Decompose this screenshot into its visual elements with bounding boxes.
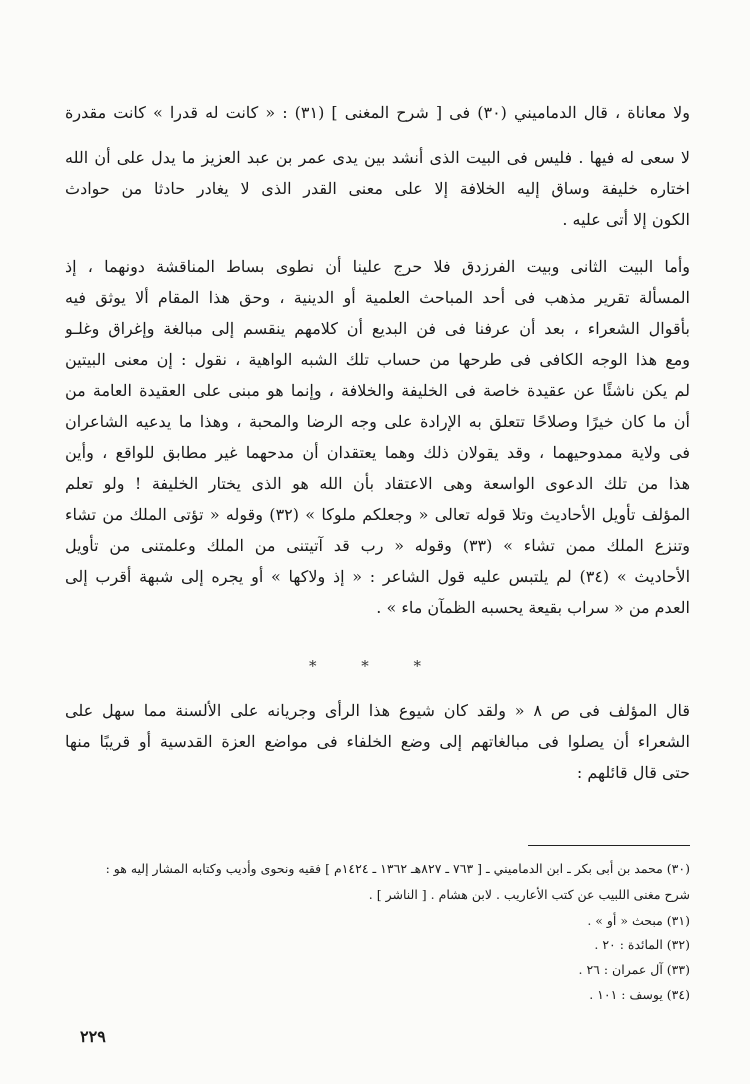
text-line: أن ما كان خيرًا وصلاحًا تتعلق به الإرادة على وجه الرضا والمحبة ، وهذا ما يدعيه الشاعران — [65, 412, 690, 431]
text-line: اختاره خليفة وساق إليه الخلافة إلا على معنى القدر الذى لا يغادر حادثا من حوادث — [65, 179, 690, 198]
text-line: العدم من « سراب بقيعة يحسبه الظمآن ماء » . — [376, 598, 690, 617]
text-line: وتنزع الملك ممن تشاء » (٣٣) وقوله « رب قد آتيتنى من الملك وعلمتنى من تأويل — [65, 536, 690, 555]
text-line: المؤلف تأويل الأحاديث وتلا قوله تعالى « وجعلكم ملوكا » (٣٢) وقوله « تؤتى الملك من تشاء — [65, 505, 690, 524]
footnote: (٣٤) يوسف : ١٠١ . — [589, 987, 690, 1002]
text-line: الشعراء أن يصلوا فى مبالغاتهم إلى وضع الخلفاء فى مواضع العزة القدسية أو قريبًا منها — [65, 732, 690, 751]
footnote: شرح مغنى اللبيب عن كتب الأعاريب . لابن هشام . [ الناشر ] . — [368, 887, 690, 902]
text-line: بأقوال الشعراء ، بعد أن عرفنا فى فن البديع أن كلامهم ينقسم إلى مبالغة وإغراق وغلـو — [65, 319, 690, 338]
footnote: (٣٢) المائدة : ٢٠ . — [594, 937, 690, 952]
text-line: فى ولاية ممدوحيهما ، وقد يقولان ذلك وهما يعتقدان أن مدحهما غير مطابق للواقع ، وأين — [65, 443, 690, 462]
text-line: لا سعى له فيها . فليس فى البيت الذى أنشد بين يدى عمر بن عبد العزيز ما يدل على أن الله — [65, 148, 690, 167]
text-line: هذا من تلك الدعوى الواسعة وهى الاعتقاد بأن الله هو الذى يختار الخليفة ! ولو تعلم — [65, 474, 690, 493]
text-line: لم يكن ناشئًا عن عقيدة خاصة فى الخليفة والخلافة ، وإنما هو مبنى على العقيدة العامة من — [65, 381, 690, 400]
footnote: (٣٠) محمد بن أبى بكر ـ ابن الدماميني ـ [ ٧٦٣ ـ ٨٢٧هـ ١٣٦٢ ـ ١٤٢٤م ] فقيه ونحوى وأديب وكتابه المشار إليه هو : — [105, 861, 690, 876]
text-line: حتى قال قائلهم : — [576, 763, 690, 782]
page-number: ٢٢٩ — [80, 1027, 106, 1046]
text-line: الكون إلا أتى عليه . — [562, 210, 690, 229]
text-line: الأحاديث » (٣٤) لم يلتبس عليه قول الشاعر : « إذ ولاكها » أو يجره إلى شبهة أقرب إلى — [65, 567, 690, 586]
text-line: ومع هذا الوجه الكافى فى طرحها من حساب تلك الشبه الواهية ، نقول : إن معنى البيتين — [65, 350, 690, 369]
text-line: المسألة تقرير مذهب فى أحد المباحث العلمية أو الدينية ، وحق هذا المقام ألا يوثق فيه — [65, 288, 690, 307]
text-line: وأما البيت الثانى وبيت الفرزدق فلا حرج علينا أن نطوى بساط المناقشة دونهما ، إذ — [65, 257, 690, 276]
footnote: (٣١) مبحث « أو » . — [587, 913, 690, 928]
text-line: قال المؤلف فى ص ٨ « ولقد كان شيوع هذا الرأى وجريانه على الألسنة مما سهل على — [65, 701, 690, 720]
footnote: (٣٣) آل عمران : ٢٦ . — [578, 962, 690, 977]
text-line: ولا معاناة ، قال الدماميني (٣٠) فى [ شرح المغنى ] (٣١) : « كانت له قدرا » كانت مقدرة — [65, 103, 690, 122]
section-separator: * * * — [308, 657, 442, 675]
footnote-divider — [528, 845, 690, 846]
